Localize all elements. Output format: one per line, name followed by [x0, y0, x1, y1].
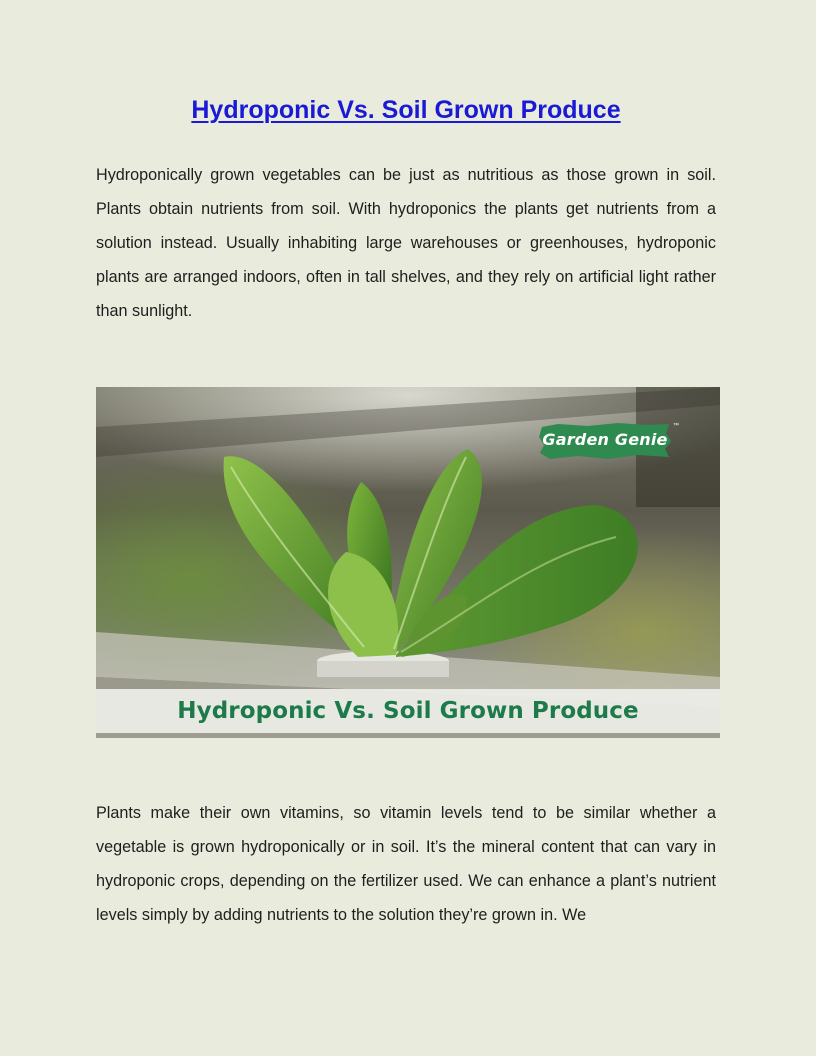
- page-title-link[interactable]: Hydroponic Vs. Soil Grown Produce: [191, 96, 621, 124]
- trademark-mark: ™: [673, 423, 679, 429]
- intro-paragraph: Hydroponically grown vegetables can be just as nutritious as those grown in soil. Plants obtain nutrients from soil. With hydroponics the plants get nutrients from a solution instead. Usually inhabiting large warehouses or greenhouses, hydroponic plants are arranged indoors, often in tall shelves, and they rely on artificial light rather than sunlight.: [96, 166, 716, 320]
- image-caption: Hydroponic Vs. Soil Grown Produce: [177, 698, 639, 724]
- image-caption-band: [96, 689, 720, 733]
- garden-genie-logo: [538, 421, 672, 461]
- body-paragraph: Plants make their own vitamins, so vitamin levels tend to be similar whether a vegetable is grown hydroponically or in soil. It’s the mineral content that can vary in hydroponic crops, depending on the fertilizer used. We can enhance a plant’s nutrient levels simply by adding nutrients to the solution they’re grown in. We: [96, 804, 716, 924]
- hero-image: [96, 387, 720, 738]
- logo-text: Garden Genie: [542, 430, 668, 449]
